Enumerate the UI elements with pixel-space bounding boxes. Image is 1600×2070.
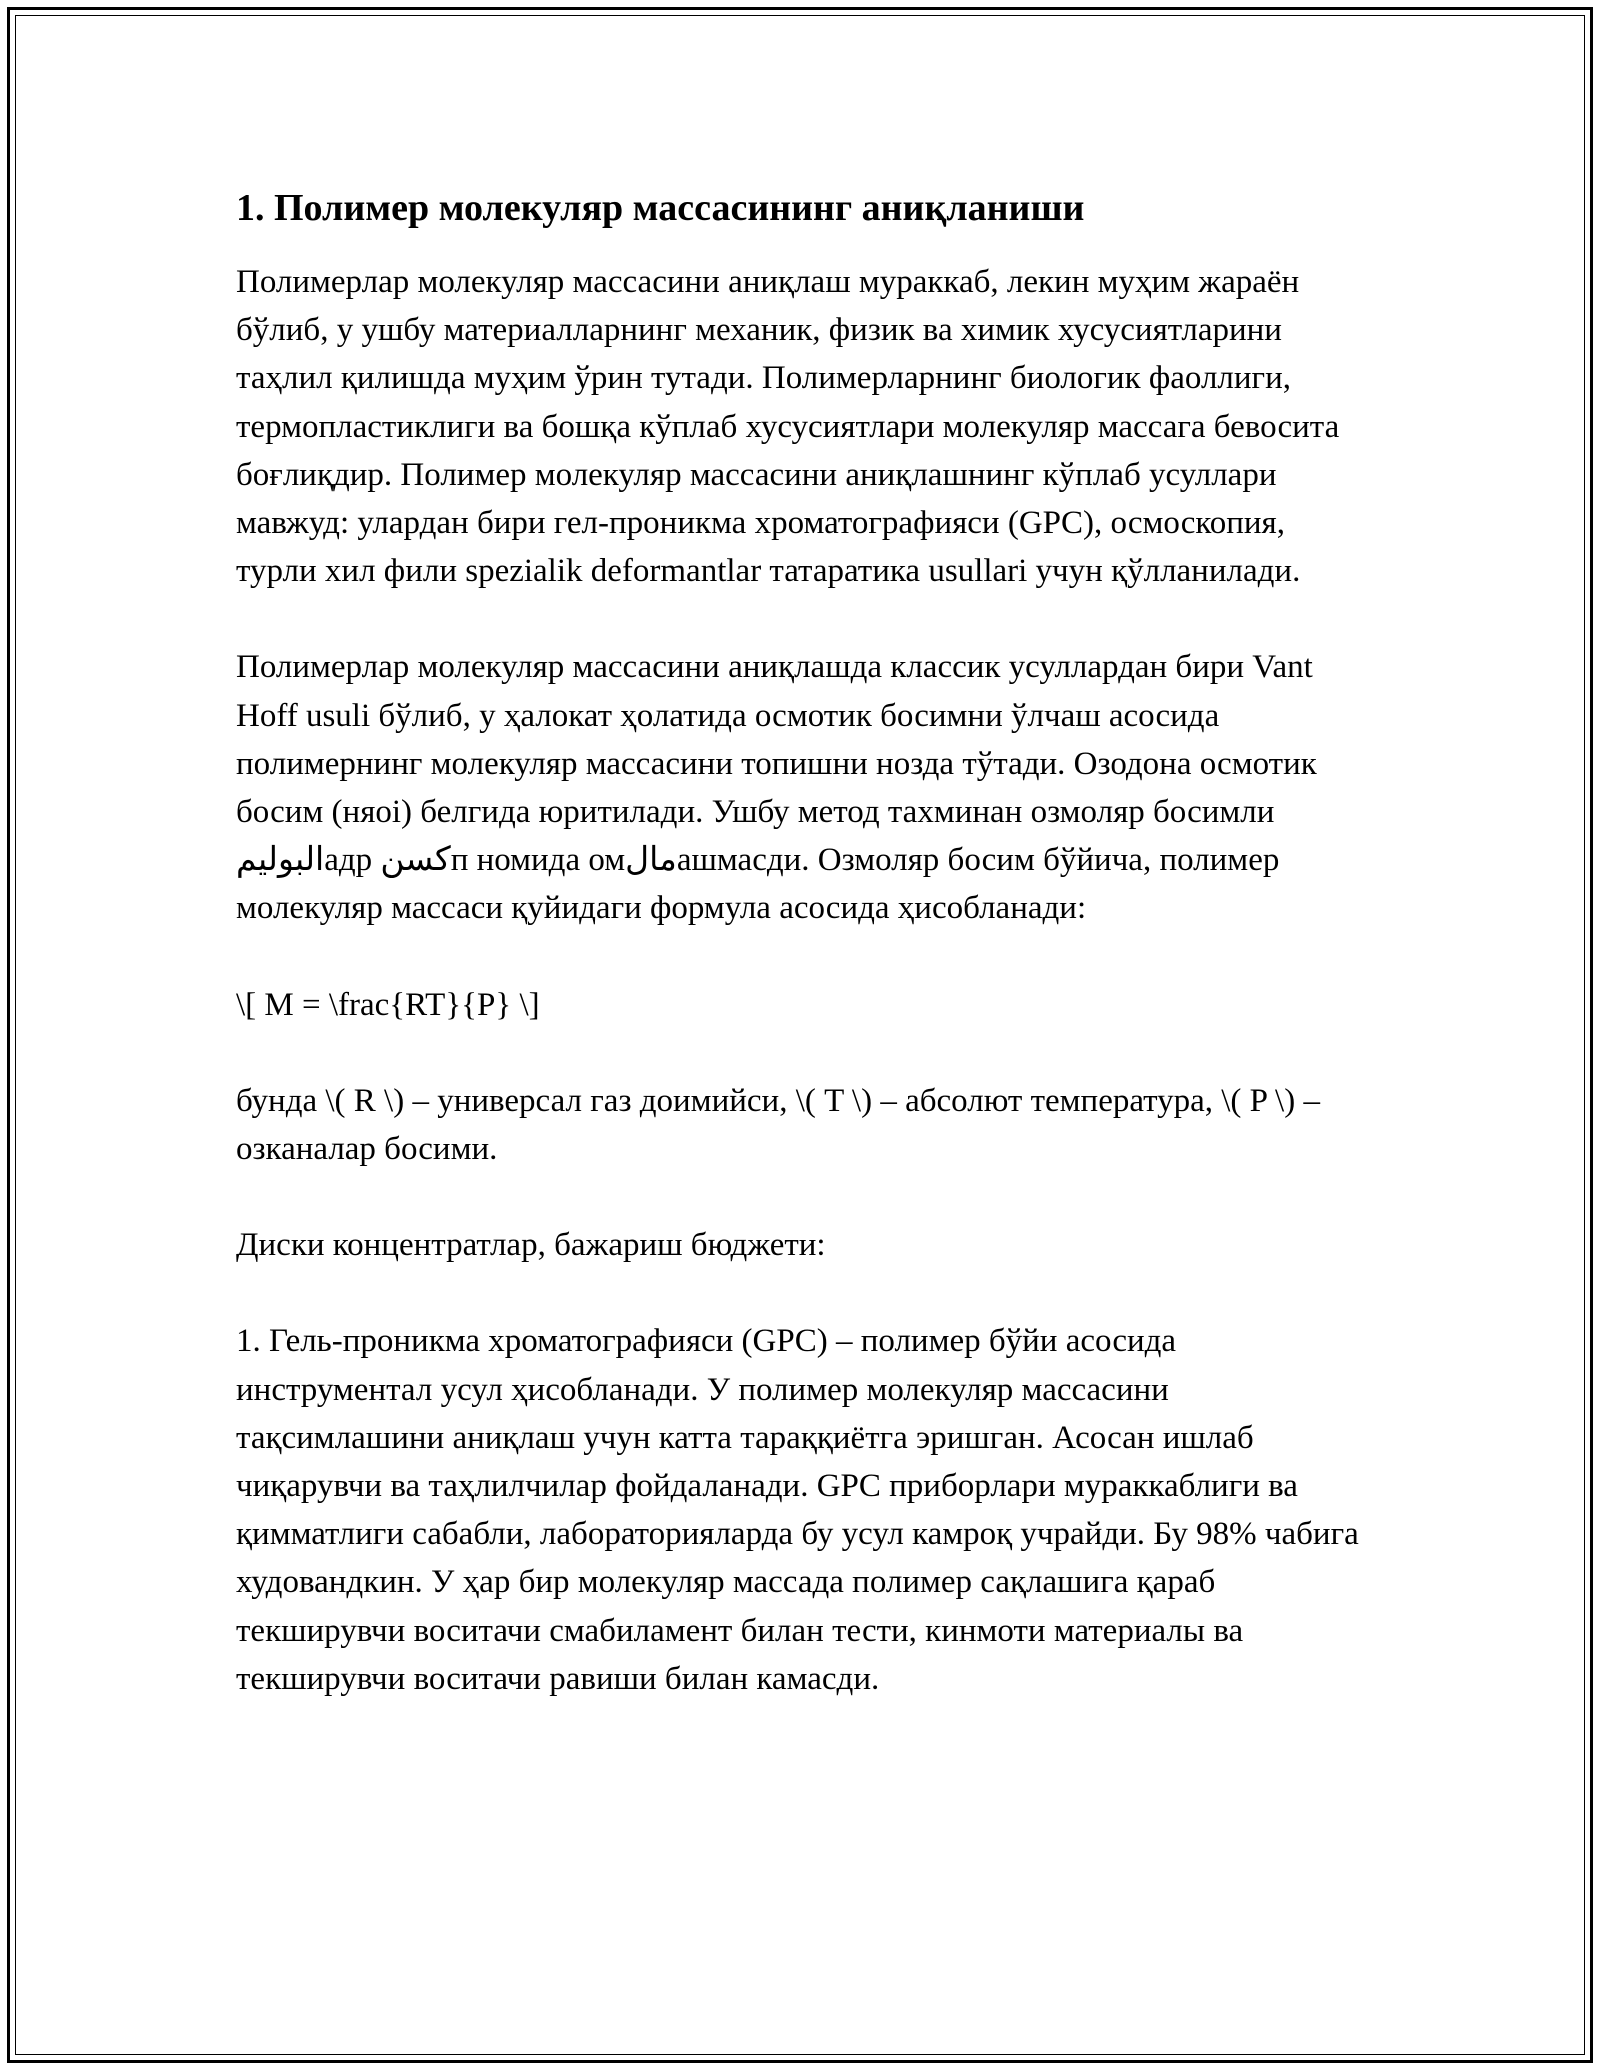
section-heading: 1. Полимер молекуляр массасининг аниқланиши [236, 187, 1085, 229]
paragraph-formula-legend: бунда \( R \) – универсал газ доимийси, \( T \) – абсолют температура, \( P \) – озканалар босими. [236, 1082, 1320, 1168]
paragraph-vant-hoff: Полимерлар молекуляр массасини аниқлашда классик усуллардан бири Vant Hoff usuli бўлиб, у ҳалокат ҳолатида осмотик босимни ўлчаш асосида полимернинг молекуляр массасини топишни нозда тўтади. Озодона осмотик босим (няоі) белгида юритилади. Ушбу метод тахминан озмоляр босимли البوليمадр كسنп номида омمالашмасди. Озмоляр босим бўйича, полимер молекуляр массаси қуйидаги формула асосида ҳисобланади: [236, 649, 1317, 927]
formula: \[ M = \frac{RT}{P} \] [236, 986, 540, 1023]
paragraph-intro: Полимерлар молекуляр массасини аниқлаш мураккаб, лекин муҳим жараён бўлиб, у ушбу материалларнинг механик, физик ва химик хусусиятларини таҳлил қилишда муҳим ўрин тутади. Полимерларнинг биологик фаоллиги, термопластиклиги ва бошқа кўплаб хусусиятлари молекуляр массага бевосита боғлиқдир. Полимер молекуляр массасини аниқлашнинг кўплаб усуллари мавжуд: улардан бири гел-проникма хроматографияси (GPC), осмоскопия, турли хил фили spezialik deformantlar татаратика usullari учун қўлланилади. [236, 264, 1340, 590]
document-body [236, 184, 1366, 1751]
paragraph-list-intro: Диски концентратлар, бажариш бюджети: [236, 1227, 826, 1264]
paragraph-gpc: 1. Гель-проникма хроматографияси (GPC) – полимер бўйи асосида инструментал усул ҳисобланади. У полимер молекуляр массасини тақсимлашини аниқлаш учун катта тараққиётга эришган. Асосан ишлаб чиқарувчи ва таҳлилчилар фойдаланади. GPC приборлари мураккаблиги ва қимматлиги сабабли, лабораторияларда бу усул камроқ учрайди. Бу 98% чабига худовандкин. У ҳар бир молекуляр массада полимер сақлашига қараб текширувчи воситачи смабиламент билан тести, кинмоти материалы ва текширувчи воситачи равиши билан камасди. [236, 1323, 1359, 1697]
